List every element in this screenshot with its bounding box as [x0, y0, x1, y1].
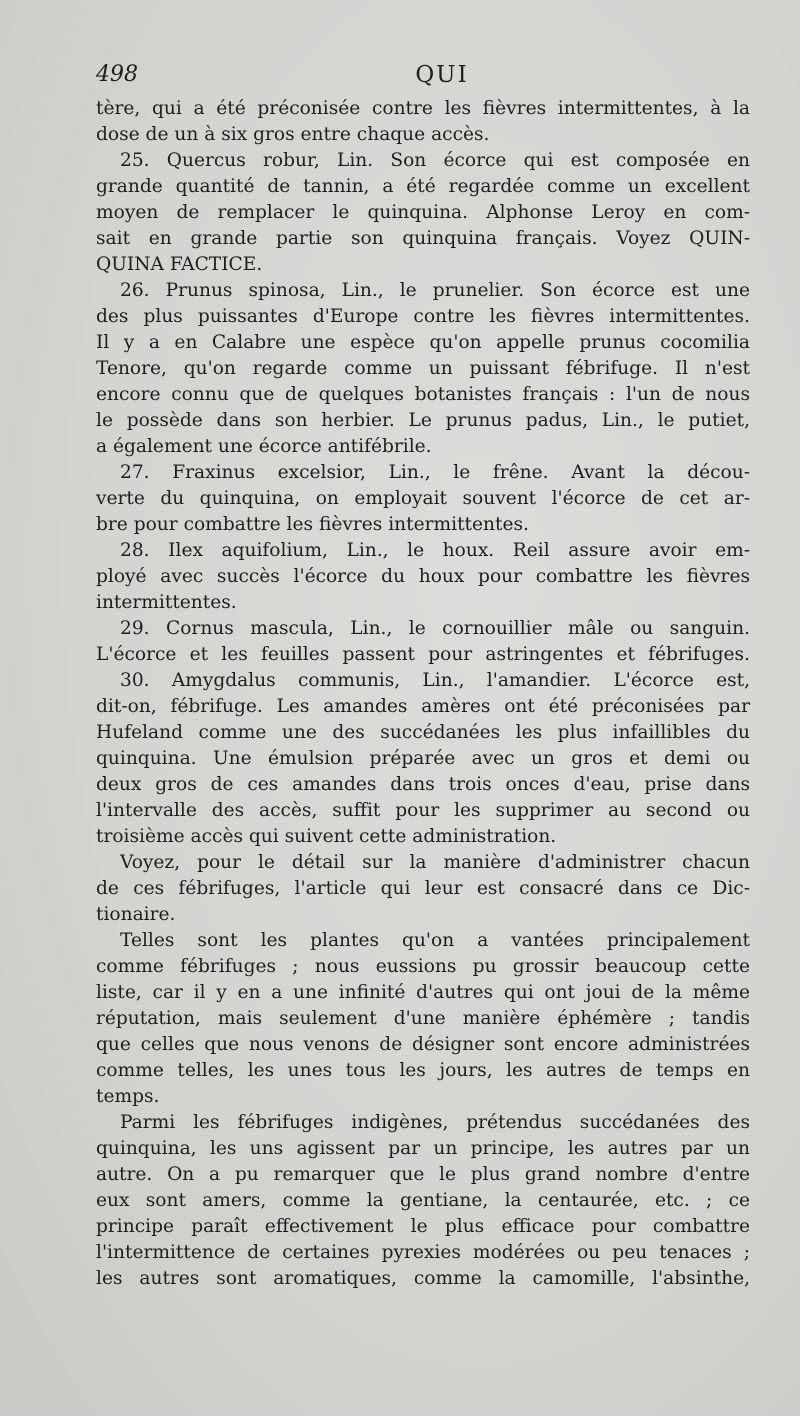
text-line: les autres sont aromatiques, comme la camomille, l'absinthe,	[96, 1268, 750, 1289]
text-line: encore connu que de quelques botanistes français : l'un de nous	[96, 384, 750, 405]
text-line: que celles que nous venons de désigner sont encore administrées	[96, 1034, 750, 1055]
text-line: 27. Fraxinus excelsior, Lin., le frêne. Avant la décou-	[120, 462, 750, 483]
text-line: des plus puissantes d'Europe contre les fièvres intermittentes.	[96, 306, 750, 327]
text-line: grande quantité de tannin, a été regardée comme un excellent	[96, 176, 750, 197]
text-line: Hufeland comme une des succédanées les plus infaillibles du	[96, 722, 750, 743]
running-head: QUI	[415, 62, 469, 88]
text-line: l'intervalle des accès, suffit pour les supprimer au second ou	[96, 800, 750, 821]
text-line: dit-on, fébrifuge. Les amandes amères ont été préconisées par	[96, 696, 750, 717]
text-line: moyen de remplacer le quinquina. Alphonse Leroy en com-	[96, 202, 750, 223]
text-line: quinquina, les uns agissent par un principe, les autres par un	[96, 1138, 750, 1159]
text-line: intermittentes.	[96, 592, 237, 613]
text-line: QUINA FACTICE.	[96, 254, 263, 275]
text-line: Voyez, pour le détail sur la manière d'administrer chacun	[120, 852, 750, 873]
text-line: bre pour combattre les fièvres intermittentes.	[96, 514, 529, 535]
text-line: quinquina. Une émulsion préparée avec un gros et demi ou	[96, 748, 750, 769]
text-line: Parmi les fébrifuges indigènes, prétendus succédanées des	[120, 1112, 750, 1133]
text-line: 25. Quercus robur, Lin. Son écorce qui est composée en	[120, 150, 750, 171]
text-line: L'écorce et les feuilles passent pour astringentes et fébrifuges.	[96, 644, 750, 665]
text-line: Tenore, qu'on regarde comme un puissant fébrifuge. Il n'est	[96, 358, 750, 379]
text-line: Il y a en Calabre une espèce qu'on appelle prunus cocomilia	[96, 332, 750, 353]
text-line: 26. Prunus spinosa, Lin., le prunelier. Son écorce est une	[120, 280, 750, 301]
page-number: 498	[96, 62, 138, 87]
text-line: réputation, mais seulement d'une manière éphémère ; tandis	[96, 1008, 750, 1029]
text-line: troisième accès qui suivent cette administration.	[96, 826, 557, 847]
text-line: Telles sont les plantes qu'on a vantées principalement	[120, 930, 750, 951]
text-line: comme telles, les unes tous les jours, les autres de temps en	[96, 1060, 750, 1081]
text-line: tère, qui a été préconisée contre les fièvres intermittentes, à la	[96, 98, 750, 119]
text-line: eux sont amers, comme la gentiane, la centaurée, etc. ; ce	[96, 1190, 750, 1211]
text-line: 28. Ilex aquifolium, Lin., le houx. Reil assure avoir em-	[120, 540, 750, 561]
text-line: 29. Cornus mascula, Lin., le cornouillier mâle ou sanguin.	[120, 618, 750, 639]
text-line: autre. On a pu remarquer que le plus grand nombre d'entre	[96, 1164, 750, 1185]
text-line: comme fébrifuges ; nous eussions pu grossir beaucoup cette	[96, 956, 750, 977]
text-line: principe paraît effectivement le plus efficace pour combattre	[96, 1216, 750, 1237]
text-line: liste, car il y en a une infinité d'autres qui ont joui de la même	[96, 982, 750, 1003]
text-line: verte du quinquina, on employait souvent l'écorce de cet ar-	[96, 488, 750, 509]
text-line: tionaire.	[96, 904, 176, 925]
body-text	[96, 96, 750, 1292]
text-line: dose de un à six gros entre chaque accès.	[96, 124, 490, 145]
text-line: a également une écorce antifébrile.	[96, 436, 432, 457]
text-line: sait en grande partie son quinquina français. Voyez QUIN-	[96, 228, 750, 249]
page-header	[96, 62, 748, 92]
text-line: deux gros de ces amandes dans trois onces d'eau, prise dans	[96, 774, 750, 795]
text-line: le possède dans son herbier. Le prunus padus, Lin., le putiet,	[96, 410, 750, 431]
text-line: 30. Amygdalus communis, Lin., l'amandier. L'écorce est,	[120, 670, 750, 691]
text-line: de ces fébrifuges, l'article qui leur est consacré dans ce Dic-	[96, 878, 750, 899]
text-line: temps.	[96, 1086, 160, 1107]
text-line: l'intermittence de certaines pyrexies modérées ou peu tenaces ;	[96, 1242, 750, 1263]
text-line: ployé avec succès l'écorce du houx pour combattre les fièvres	[96, 566, 750, 587]
